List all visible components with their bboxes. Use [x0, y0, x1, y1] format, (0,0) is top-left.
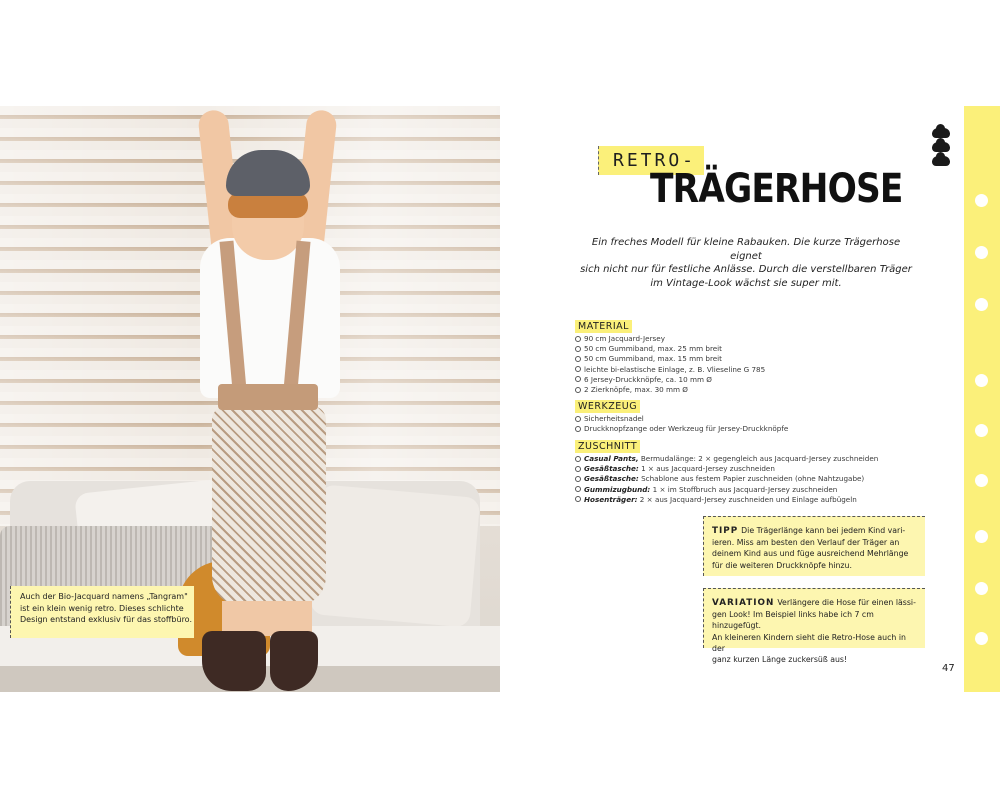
- bullet-icon: [575, 476, 581, 482]
- section-title: WERKZEUG: [575, 400, 640, 413]
- cloud-icon: [932, 128, 950, 138]
- bullet-icon: [575, 466, 581, 472]
- list-item: Gummizugbund: 1 × im Stoffbruch aus Jacquard-Jersey zuschneiden: [575, 485, 905, 495]
- bullet-icon: [575, 346, 581, 352]
- page-number: 47: [942, 663, 955, 674]
- list-item: Casual Pants, Bermudalänge: 2 × gegengleich aus Jacquard-Jersey zuschneiden: [575, 454, 905, 464]
- variation-box: VARIATION Verlängere die Hose für einen lässi- gen Look! Im Beispiel links habe ich 7 cm hinzugefügt. An kleineren Kindern sieht die Retro-Hose auch in der ganz kurzen Länge zuckersüß aus!: [703, 588, 925, 648]
- bullet-icon: [575, 486, 581, 492]
- list-item: Hosenträger: 2 × aus Jacquard-Jersey zuschneiden und Einlage aufbügeln: [575, 495, 905, 505]
- page-edge-strip: [964, 106, 1000, 692]
- cloud-icons: [932, 128, 954, 170]
- cloud-icon: [932, 142, 950, 152]
- list-item: 6 Jersey-Druckknöpfe, ca. 10 mm Ø: [575, 375, 905, 385]
- cloud-icon: [932, 156, 950, 166]
- list-item: leichte bi-elastische Einlage, z. B. Vlieseline G 785: [575, 365, 905, 375]
- bullet-icon: [575, 496, 581, 502]
- bullet-icon: [575, 366, 581, 372]
- section-title: MATERIAL: [575, 320, 632, 333]
- variation-label: VARIATION: [712, 598, 775, 608]
- list-item: 50 cm Gummiband, max. 25 mm breit: [575, 344, 905, 354]
- zuschnitt-section: [575, 434, 905, 505]
- photo-caption: Auch der Bio-Jacquard namens „Tangram" ist ein klein wenig retro. Dieses schlichte Design entstand exklusiv für das stoffbüro.: [10, 586, 194, 638]
- material-section: [575, 314, 905, 395]
- werkzeug-section: [575, 394, 905, 434]
- title-kicker: RETRO-: [598, 146, 704, 175]
- list-item: Druckknopfzange oder Werkzeug für Jersey-Druckknöpfe: [575, 424, 905, 434]
- tip-label: TIPP: [712, 526, 739, 536]
- list-item: Gesäßtasche: Schablone aus festem Papier zuschneiden (ohne Nahtzugabe): [575, 474, 905, 484]
- list-item: 2 Zierknöpfe, max. 30 mm Ø: [575, 385, 905, 395]
- bullet-icon: [575, 416, 581, 422]
- page-title: TRÄGERHOSE: [650, 166, 903, 212]
- bullet-icon: [575, 456, 581, 462]
- product-photo: [0, 106, 500, 692]
- list-item: 90 cm Jacquard-Jersey: [575, 334, 905, 344]
- bullet-icon: [575, 387, 581, 393]
- section-title: ZUSCHNITT: [575, 440, 640, 453]
- photo-trousers: [212, 406, 326, 606]
- list-item: Sicherheitsnadel: [575, 414, 905, 424]
- bullet-icon: [575, 376, 581, 382]
- tip-box: TIPP Die Trägerlänge kann bei jedem Kind vari- ieren. Miss am besten den Verlauf der Träger an deinem Kind aus und füge ausreichend Mehrlänge für die weiteren Druckknöpfe hinzu.: [703, 516, 925, 576]
- bullet-icon: [575, 336, 581, 342]
- list-item: Gesäßtasche: 1 × aus Jacquard-Jersey zuschneiden: [575, 464, 905, 474]
- bullet-icon: [575, 426, 581, 432]
- list-item: 50 cm Gummiband, max. 15 mm breit: [575, 354, 905, 364]
- bullet-icon: [575, 356, 581, 362]
- intro-text: Ein freches Modell für kleine Rabauken. Die kurze Trägerhose eignet sich nicht nur für festliche Anlässe. Durch die verstellbaren Träger im Vintage-Look wächst sie super mit.: [580, 237, 912, 289]
